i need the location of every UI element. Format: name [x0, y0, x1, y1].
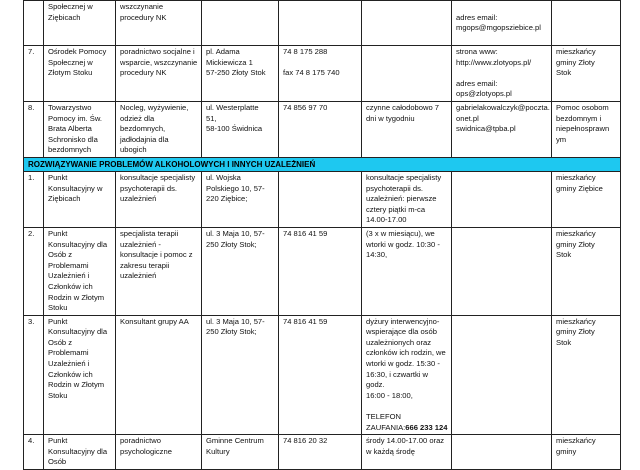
address-cell — [202, 1, 279, 46]
hours-text: dyżury interwencyjno- wspierające dla osób uzależnionych oraz członków ich rodzin, we wtorki w godz. 15:30 - 16:30, i czwartki w godz. 16:00 - 18:00, TELEFON ZAUFANIA: — [366, 316, 446, 432]
target-group-cell: mieszkańcy gminy — [552, 435, 621, 470]
phone-cell: 74 816 41 59 — [279, 315, 362, 435]
hours-cell: czynne całodobowo 7 dni w tygodniu — [362, 101, 452, 157]
address-cell: ul. 3 Maja 10, 57- 250 Złoty Stok; — [202, 227, 279, 315]
phone-cell: 74 8 175 288 fax 74 8 175 740 — [279, 46, 362, 102]
services-cell: Nocleg, wyżywienie, odzież dla bezdomnych, jadłodajnia dla ubogich — [116, 101, 202, 157]
contact-cell — [452, 171, 552, 227]
address-cell: Gminne Centrum Kultury — [202, 435, 279, 470]
hours-cell — [362, 1, 452, 46]
services-cell: poradnictwo psychologiczne — [116, 435, 202, 470]
services-cell: poradnictwo socjalne i wsparcie, wszczynanie procedury NK — [116, 46, 202, 102]
institution-name: Towarzystwo Pomocy im. Św. Brata Alberta Schronisko dla bezdomnych — [44, 101, 116, 157]
contact-cell — [452, 315, 552, 435]
address-cell: ul. 3 Maja 10, 57- 250 Złoty Stok; — [202, 315, 279, 435]
address-cell: ul. Westerplatte 51, 58-100 Świdnica — [202, 101, 279, 157]
row-number: 7. — [24, 46, 44, 102]
row-number — [24, 1, 44, 46]
services-table — [23, 0, 621, 470]
services-cell: konsultacje specjalisty psychoterapii ds. uzależnień — [116, 171, 202, 227]
target-group-cell: mieszkańcy gminy Złoty Stok — [552, 227, 621, 315]
institution-name: Punkt Konsultacyjny dla Osób z Problemami Uzależnień i Członków ich Rodzin w Złotym Stoku — [44, 227, 116, 315]
section-title: ROZWIĄZYWANIE PROBLEMÓW ALKOHOLOWYCH I INNYCH UZALEŻNIEŃ — [24, 157, 621, 171]
target-group-cell: Pomoc osobom bezdomnym i niepełnosprawn ym — [552, 101, 621, 157]
phone-cell: 74 856 97 70 — [279, 101, 362, 157]
section-header-row — [24, 157, 621, 171]
target-group-cell: mieszkańcy gminy Ziębice — [552, 171, 621, 227]
institution-name: Punkt Konsultacyjny w Ziębicach — [44, 171, 116, 227]
row-number: 4. — [24, 435, 44, 470]
table-row — [24, 171, 621, 227]
phone-cell: 74 816 20 32 — [279, 435, 362, 470]
hours-cell — [362, 315, 452, 435]
institution-name: Punkt Konsultacyjny dla Osób z Problemami Uzależnień i Członków ich Rodzin w Złotym Stoku — [44, 315, 116, 435]
hours-cell: konsultacje specjalisty psychoterapii ds. uzależnień: pierwsze cztery piątki m-ca 14.00-17.00 — [362, 171, 452, 227]
services-cell: specjalista terapii uzależnień - konsultacje i pomoc z zakresu terapii uzależnień — [116, 227, 202, 315]
services-cell: wszczynanie procedury NK — [116, 1, 202, 46]
contact-cell — [452, 227, 552, 315]
row-number: 3. — [24, 315, 44, 435]
table-row — [24, 315, 621, 435]
contact-cell: adres email: mgops@mgopsziebice.pl — [452, 1, 552, 46]
target-group-cell — [552, 1, 621, 46]
phone-cell — [279, 1, 362, 46]
table-row — [24, 101, 621, 157]
address-cell: pl. Adama Mickiewicza 1 57-250 Złoty Stok — [202, 46, 279, 102]
row-number: 2. — [24, 227, 44, 315]
table-row — [24, 46, 621, 102]
phone-cell — [279, 171, 362, 227]
table-row — [24, 227, 621, 315]
institution-name: Ośrodek Pomocy Społecznej w Złotym Stoku — [44, 46, 116, 102]
table-row — [24, 435, 621, 470]
hours-cell — [362, 46, 452, 102]
row-number: 8. — [24, 101, 44, 157]
institution-name: Punkt Konsultacyjny dla Osób — [44, 435, 116, 470]
contact-cell: strona www: http://www.zlotyops.pl/ adres email: ops@zlotyops.pl — [452, 46, 552, 102]
hours-cell: środy 14.00-17.00 oraz w każdą środę — [362, 435, 452, 470]
services-cell: Konsultant grupy AA — [116, 315, 202, 435]
address-cell: ul. Wojska Polskiego 10, 57- 220 Ziębice; — [202, 171, 279, 227]
hours-cell: (3 x w miesiącu), we wtorki w godz. 10:30 - 14:30, — [362, 227, 452, 315]
phone-cell: 74 816 41 59 — [279, 227, 362, 315]
contact-cell — [452, 435, 552, 470]
hotline-number: 666 233 124 — [405, 422, 448, 432]
row-number: 1. — [24, 171, 44, 227]
target-group-cell: mieszkańcy gminy Złoty Stok — [552, 46, 621, 102]
table-row — [24, 1, 621, 46]
contact-cell: gabrielakowalczyk@poczta. onet.pl swidnica@tpba.pl — [452, 101, 552, 157]
target-group-cell: mieszkańcy gminy Złoty Stok — [552, 315, 621, 435]
institution-name: Społecznej w Ziębicach — [44, 1, 116, 46]
